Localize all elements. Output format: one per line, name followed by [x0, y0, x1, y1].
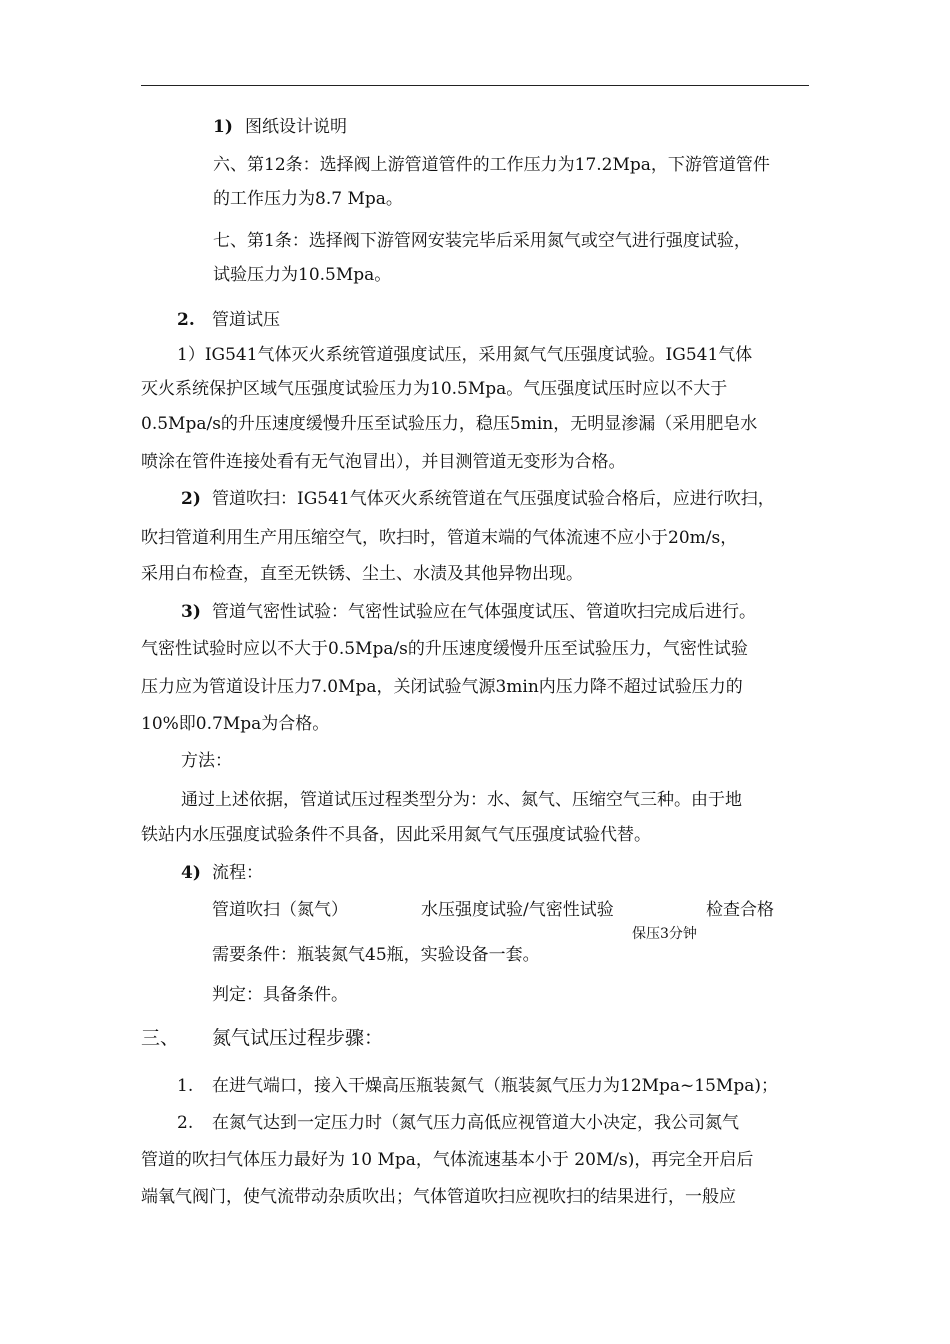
- step2-line: 采用白布检查，直至无铁锈、尘土、水渍及其他异物出现。: [141, 564, 583, 584]
- flow-step-purge: 管道吹扫（氮气）: [212, 900, 348, 920]
- s3-step2-line: 在氮气达到一定压力时（氮气压力高低应视管道大小决定，我公司氮气: [212, 1113, 739, 1133]
- step1-line: 灭火系统保护区域气压强度试验压力为10.5Mpa。气压强度试压时应以不大于: [141, 379, 728, 399]
- s3-step2-line: 管道的吹扫气体压力最好为 10 Mpa，气体流速基本小于 20M/s)，再完全开启后: [141, 1150, 754, 1170]
- design-item-7-line2: 试验压力为10.5Mpa。: [213, 265, 392, 285]
- step2-number: 2): [181, 489, 201, 509]
- step1-line: 喷涂在管件连接处看有无气泡冒出），并目测管道无变形为合格。: [141, 452, 626, 472]
- flow-note: 保压3分钟: [632, 926, 697, 942]
- pipe-test-title: 管道试压: [212, 310, 280, 330]
- pipe-test-number: 2.: [177, 310, 195, 330]
- method-label: 方法：: [181, 751, 232, 771]
- step1-line: 0.5Mpa/s的升压速度缓慢升压至试验压力，稳压5min，无明显渗漏（采用肥皂水: [141, 414, 758, 434]
- header-rule: [141, 85, 809, 86]
- step3-number: 3): [181, 602, 201, 622]
- requirement: 需要条件：瓶装氮气45瓶，实验设备一套。: [212, 945, 540, 965]
- s3-step1-text: 在进气端口，接入干燥高压瓶装氮气（瓶装氮气压力为12Mpa~15Mpa)；: [212, 1076, 778, 1096]
- step3-line: 压力应为管道设计压力7.0Mpa，关闭试验气源3min内压力降不超过试验压力的: [141, 677, 743, 697]
- step4-title: 流程：: [212, 863, 263, 883]
- s3-step2-number: 2.: [177, 1113, 194, 1133]
- design-number: 1): [213, 117, 233, 137]
- design-item-6-line1: 六、第12条：选择阀上游管道管件的工作压力为17.2Mpa，下游管道管件: [213, 155, 770, 175]
- step3-line: 管道气密性试验：气密性试验应在气体强度试压、管道吹扫完成后进行。: [212, 602, 756, 622]
- method-line: 通过上述依据，管道试压过程类型分为：水、氮气、压缩空气三种。由于地: [181, 790, 742, 810]
- step2-line: 吹扫管道利用生产用压缩空气，吹扫时，管道末端的气体流速不应小于20m/s，: [141, 528, 738, 548]
- judgement: 判定：具备条件。: [212, 985, 348, 1005]
- design-item-6-line2: 的工作压力为8.7 Mpa。: [213, 189, 403, 209]
- step1-line: 1）IG541气体灭火系统管道强度试压，采用氮气气压强度试验。IG541气体: [177, 345, 753, 365]
- flow-step-pressure-test: 水压强度试验/气密性试验: [421, 900, 614, 920]
- step3-line: 10%即0.7Mpa为合格。: [141, 714, 330, 734]
- step4-number: 4): [181, 863, 201, 883]
- section3-number: 三、: [141, 1027, 180, 1049]
- design-item-7-line1: 七、第1条：选择阀下游管网安装完毕后采用氮气或空气进行强度试验，: [213, 231, 751, 251]
- step3-line: 气密性试验时应以不大于0.5Mpa/s的升压速度缓慢升压至试验压力，气密性试验: [141, 639, 748, 659]
- section3-title: 氮气试压过程步骤：: [212, 1027, 384, 1049]
- s3-step2-line: 端氧气阀门，使气流带动杂质吹出；气体管道吹扫应视吹扫的结果进行，一般应: [141, 1187, 736, 1207]
- design-title: 图纸设计说明: [245, 117, 347, 137]
- s3-step1-number: 1.: [177, 1076, 194, 1096]
- method-line: 铁站内水压强度试验条件不具备，因此采用氮气气压强度试验代替。: [141, 825, 651, 845]
- step2-line: 管道吹扫：IG541气体灭火系统管道在气压强度试验合格后，应进行吹扫，: [212, 489, 775, 509]
- flow-step-pass: 检查合格: [706, 900, 774, 920]
